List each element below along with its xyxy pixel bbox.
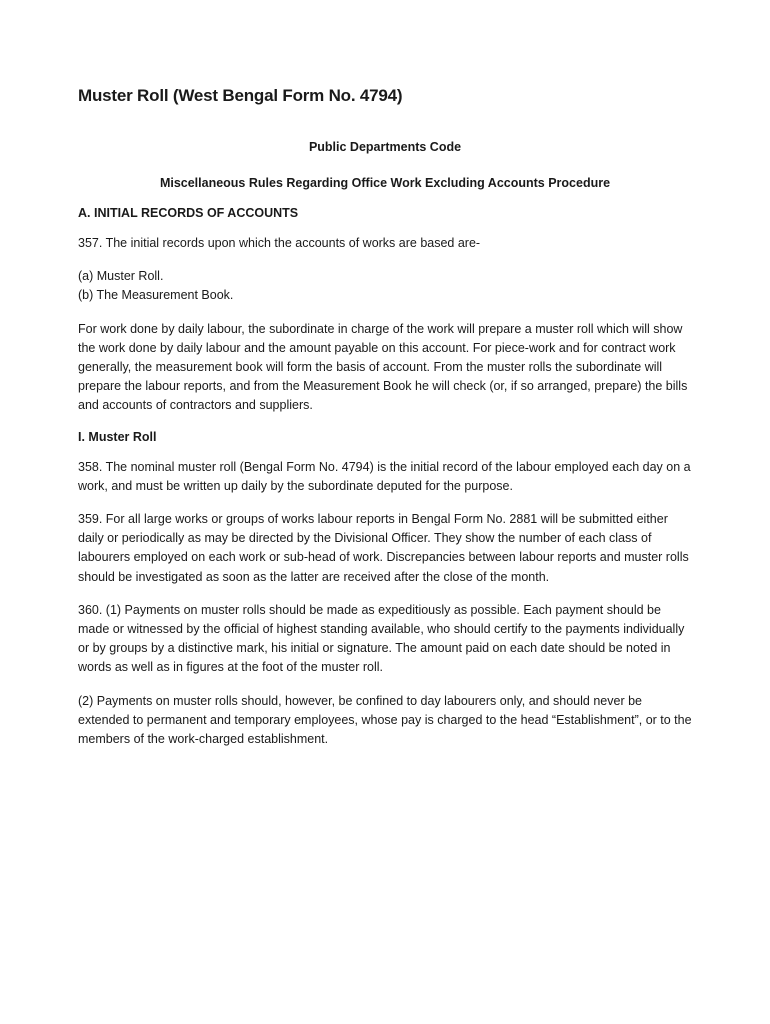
code-heading: Public Departments Code — [308, 140, 462, 154]
list-item-measurement-book: (b) The Measurement Book. — [78, 288, 234, 303]
paragraph-360-2: (2) Payments on muster rolls should, however, be confined to day labourers only, and should never be extended to permanent and temporary employees, whose pay is charged to the head “Establishment”, or to the members of the work-charged establishment. — [78, 693, 692, 747]
paragraph-360-1: 360. (1) Payments on muster rolls should be made as expeditiously as possible. Each payment should be made or witnessed by the official of highest standing available, who should certify to the payments individually or by groups by a distinctive mark, his initial or signature. The amount paid on each date should be noted in words as well as in figures at the foot of the muster roll. — [78, 602, 685, 675]
section-i-heading: I. Muster Roll — [78, 429, 157, 444]
section-a-heading: A. INITIAL RECORDS OF ACCOUNTS — [78, 206, 299, 220]
rules-heading: Miscellaneous Rules Regarding Office Work Excluding Accounts Procedure — [159, 176, 611, 190]
paragraph-359: 359. For all large works or groups of works labour reports in Bengal Form No. 2881 will be submitted either daily or periodically as may be directed by the Divisional Officer. They show the number of each class of labourers employed on each work or sub-head of work. Discrepancies between labour reports and muster rolls should be investigated as soon as the latter are received after the close of the month. — [78, 512, 689, 584]
paragraph-357: 357. The initial records upon which the accounts of works are based are- — [78, 236, 481, 250]
paragraph-358: 358. The nominal muster roll (Bengal Form No. 4794) is the initial record of the labour employed each day on a work, and must be written up daily by the subordinate deputed for the purpose. — [78, 459, 691, 493]
document-page — [78, 86, 692, 763]
list-item-muster-roll: (a) Muster Roll. — [78, 269, 164, 284]
document-title: Muster Roll (West Bengal Form No. 4794) — [78, 86, 403, 105]
records-list — [78, 267, 692, 305]
paragraph-daily-labour: For work done by daily labour, the subordinate in charge of the work will prepare a muster roll which will show the work done by daily labour and the amount payable on this account. For piece-work and for contract work generally, the measurement book will form the basis of account. From the muster rolls the subordinate will prepare the labour reports, and from the Measurement Book he will check (or, if so arranged, prepare) the bills and accounts of contractors and suppliers. — [78, 321, 688, 413]
